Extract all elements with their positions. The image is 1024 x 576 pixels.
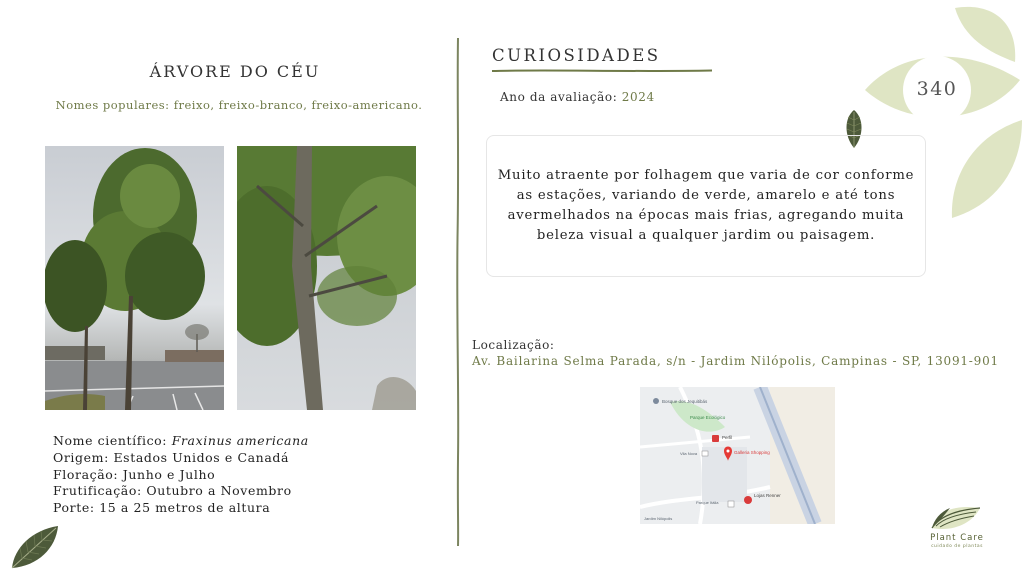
map-label-center: Galleria Shopping — [734, 450, 770, 455]
tree-title: ÁRVORE DO CÉU — [149, 62, 321, 81]
description-text: Muito atraente por folhagem que varia de cor conforme as estações, variando de verde, amarelo e até tons avermelhados na épocas mais frias, agregando muita beleza visual a qualquer jardim ou paisagem. — [497, 168, 915, 243]
map-label-corner: Jardim Nilópolis — [644, 516, 673, 521]
leaf-decoration-bottom-left — [8, 522, 62, 570]
plant-care-logo-icon — [930, 502, 982, 532]
species-facts — [53, 433, 309, 517]
tree-photo-1 — [45, 146, 224, 410]
evaluation-year — [500, 90, 655, 104]
fact-origin: Origem: Estados Unidos e Canadá — [53, 449, 290, 465]
map-label-store: Lojas Renner — [754, 493, 781, 498]
brand-name: Plant Care — [930, 533, 984, 543]
map-label-perfil: Perfil — [722, 435, 733, 440]
brand-tagline: cuidado de plantas — [931, 544, 983, 549]
fact-scientific-value: Fraxinus americana — [171, 433, 309, 448]
tree-photo-2 — [237, 146, 416, 410]
fact-scientific-name — [53, 433, 309, 450]
location-map[interactable] — [640, 387, 835, 524]
fact-scientific-label: Nome científico: — [53, 433, 172, 448]
fact-flowering: Floração: Junho e Julho — [53, 466, 216, 482]
year-label: Ano da avaliação: — [500, 90, 622, 104]
location-label: Localização: — [472, 338, 555, 352]
map-label-top: Bosque dos Jequitibás — [662, 399, 708, 404]
year-value: 2024 — [621, 90, 655, 104]
badge-number: 340 — [916, 78, 958, 100]
fact-fruiting: Frutificação: Outubro a Novembro — [53, 483, 292, 499]
popular-names: Nomes populares: freixo, freixo-branco, freixo-americano. — [55, 98, 423, 112]
map-label-area: Vila Nova — [680, 451, 698, 456]
fact-size: Porte: 15 a 25 metros de altura — [53, 500, 271, 516]
location-address: Av. Bailarina Selma Parada, s/n - Jardim Nilópolis, Campinas - SP, 13091-901 — [472, 354, 999, 368]
map-label-bottom: Parque Itália — [696, 500, 719, 505]
vertical-divider — [455, 38, 461, 546]
map-label-park: Parque Ecológico — [690, 415, 726, 420]
description-card — [486, 135, 926, 277]
title-underline — [490, 68, 714, 74]
section-title: CURIOSIDADES — [492, 46, 661, 65]
